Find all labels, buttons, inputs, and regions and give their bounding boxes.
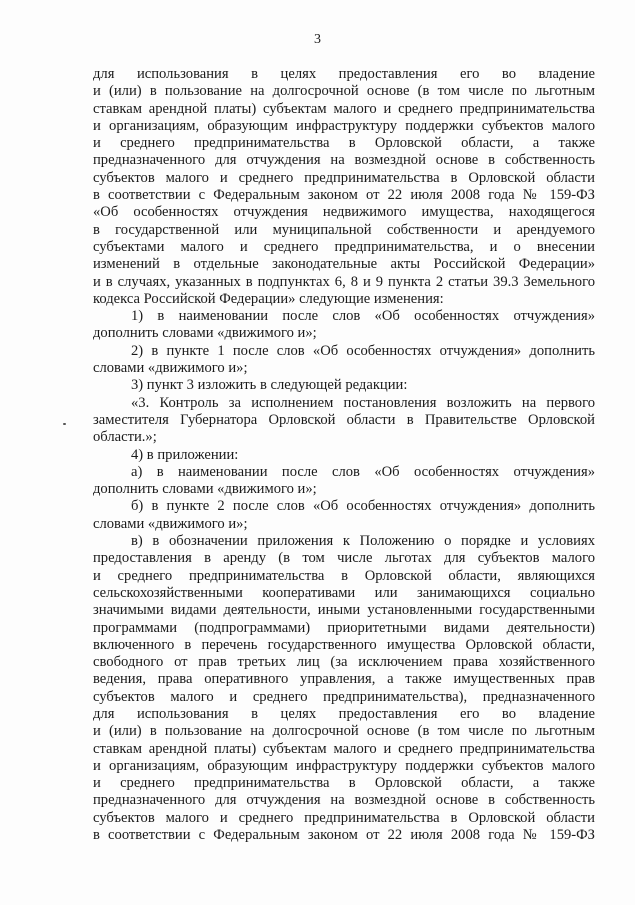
text-line: ставкам арендной платы) субъектам малого и среднего предпринимательства — [93, 100, 595, 117]
text-line: субъектов малого и среднего предпринимательства в Орловской области — [93, 169, 595, 186]
text-line: субъектов малого и среднего предпринимательства в Орловской области — [93, 809, 595, 826]
text-line: и среднего предпринимательства в Орловской области, а также — [93, 775, 595, 792]
text-line: «Об особенностях отчуждения недвижимого имущества, находящегося — [93, 204, 595, 221]
text-line: для использования в целях предоставления его во владение — [93, 705, 595, 722]
text-line: и организациям, образующим инфраструктуру поддержки субъектов малого — [93, 757, 595, 774]
text-line: изменений в отдельные законодательные акты Российской Федерации» — [93, 256, 595, 273]
text-line: предоставления в аренду (в том числе льготах для субъектов малого — [93, 550, 595, 567]
text-line: 2) в пункте 1 после слов «Об особенностях отчуждения» дополнить — [131, 342, 595, 359]
text-line: в) в обозначении приложения к Положению о порядке и условиях — [131, 533, 595, 550]
text-line: ставкам арендной платы) субъектам малого и среднего предпринимательства — [93, 740, 595, 757]
text-line: и организациям, образующим инфраструктуру поддержки субъектов малого — [93, 117, 595, 134]
text-line: сельскохозяйственными кооперативами или занимающихся социально — [93, 584, 595, 601]
text-line: свободного от прав третьих лиц (за исключением права хозяйственного — [93, 654, 595, 671]
text-line: области.»; — [93, 429, 157, 446]
text-line: и (или) в пользование на долгосрочной основе (в том числе по льготным — [93, 83, 595, 100]
text-line: словами «движимого и»; — [93, 515, 248, 532]
text-line: значимыми видами деятельности, иными установленными государственными — [93, 602, 595, 619]
text-line: субъектами малого и среднего предпринимательства, и о внесении — [93, 238, 595, 255]
text-line: дополнить словами «движимого и»; — [93, 325, 317, 342]
text-line: 1) в наименовании после слов «Об особенностях отчуждения» — [131, 308, 595, 325]
text-line: словами «движимого и»; — [93, 360, 248, 377]
text-line: «3. Контроль за исполнением постановления возложить на первого — [131, 394, 595, 411]
text-line: программами (подпрограммами) приоритетными видами деятельности) — [93, 619, 595, 636]
text-line: включенного в перечень государственного имущества Орловской области, — [93, 636, 595, 653]
text-line: для использования в целях предоставления его во владение — [93, 66, 595, 82]
text-line: в соответствии с Федеральным законом от 22 июля 2008 года № 159-ФЗ — [93, 827, 595, 844]
text-line: 3) пункт 3 изложить в следующей редакции: — [131, 377, 408, 394]
document-body — [93, 66, 595, 844]
text-line: в соответствии с Федеральным законом от 22 июля 2008 года № 159-ФЗ — [93, 187, 595, 204]
text-line: б) в пункте 2 после слов «Об особенностях отчуждения» дополнить — [131, 498, 595, 515]
text-line: заместителя Губернатора Орловской области в Правительстве Орловской — [93, 411, 595, 428]
text-line: предназначенного для отчуждения на возмездной основе в собственность — [93, 792, 595, 809]
text-line: дополнить словами «движимого и»; — [93, 481, 317, 498]
text-line: а) в наименовании после слов «Об особенностях отчуждения» — [131, 463, 595, 480]
text-line: предназначенного для отчуждения на возмездной основе в собственность — [93, 152, 595, 169]
text-line: и в случаях, указанных в подпунктах 6, 8 и 9 пункта 2 статьи 39.3 Земельного — [93, 273, 595, 290]
page-number: 3 — [314, 32, 321, 47]
text-line: и среднего предпринимательства в Орловской области, являющихся — [93, 567, 595, 584]
scan-speck — [63, 423, 66, 425]
text-line: кодекса Российской Федерации» следующие изменения: — [93, 290, 444, 307]
text-line: ведения, права оперативного управления, а также имущественных прав — [93, 671, 595, 688]
text-line: и среднего предпринимательства в Орловской области, а также — [93, 135, 595, 152]
text-line: субъектов малого и среднего предпринимательства), предназначенного — [93, 688, 595, 705]
text-line: и (или) в пользование на долгосрочной основе (в том числе по льготным — [93, 723, 595, 740]
text-line: 4) в приложении: — [131, 446, 239, 463]
text-line: в государственной или муниципальной собственности и арендуемого — [93, 221, 595, 238]
